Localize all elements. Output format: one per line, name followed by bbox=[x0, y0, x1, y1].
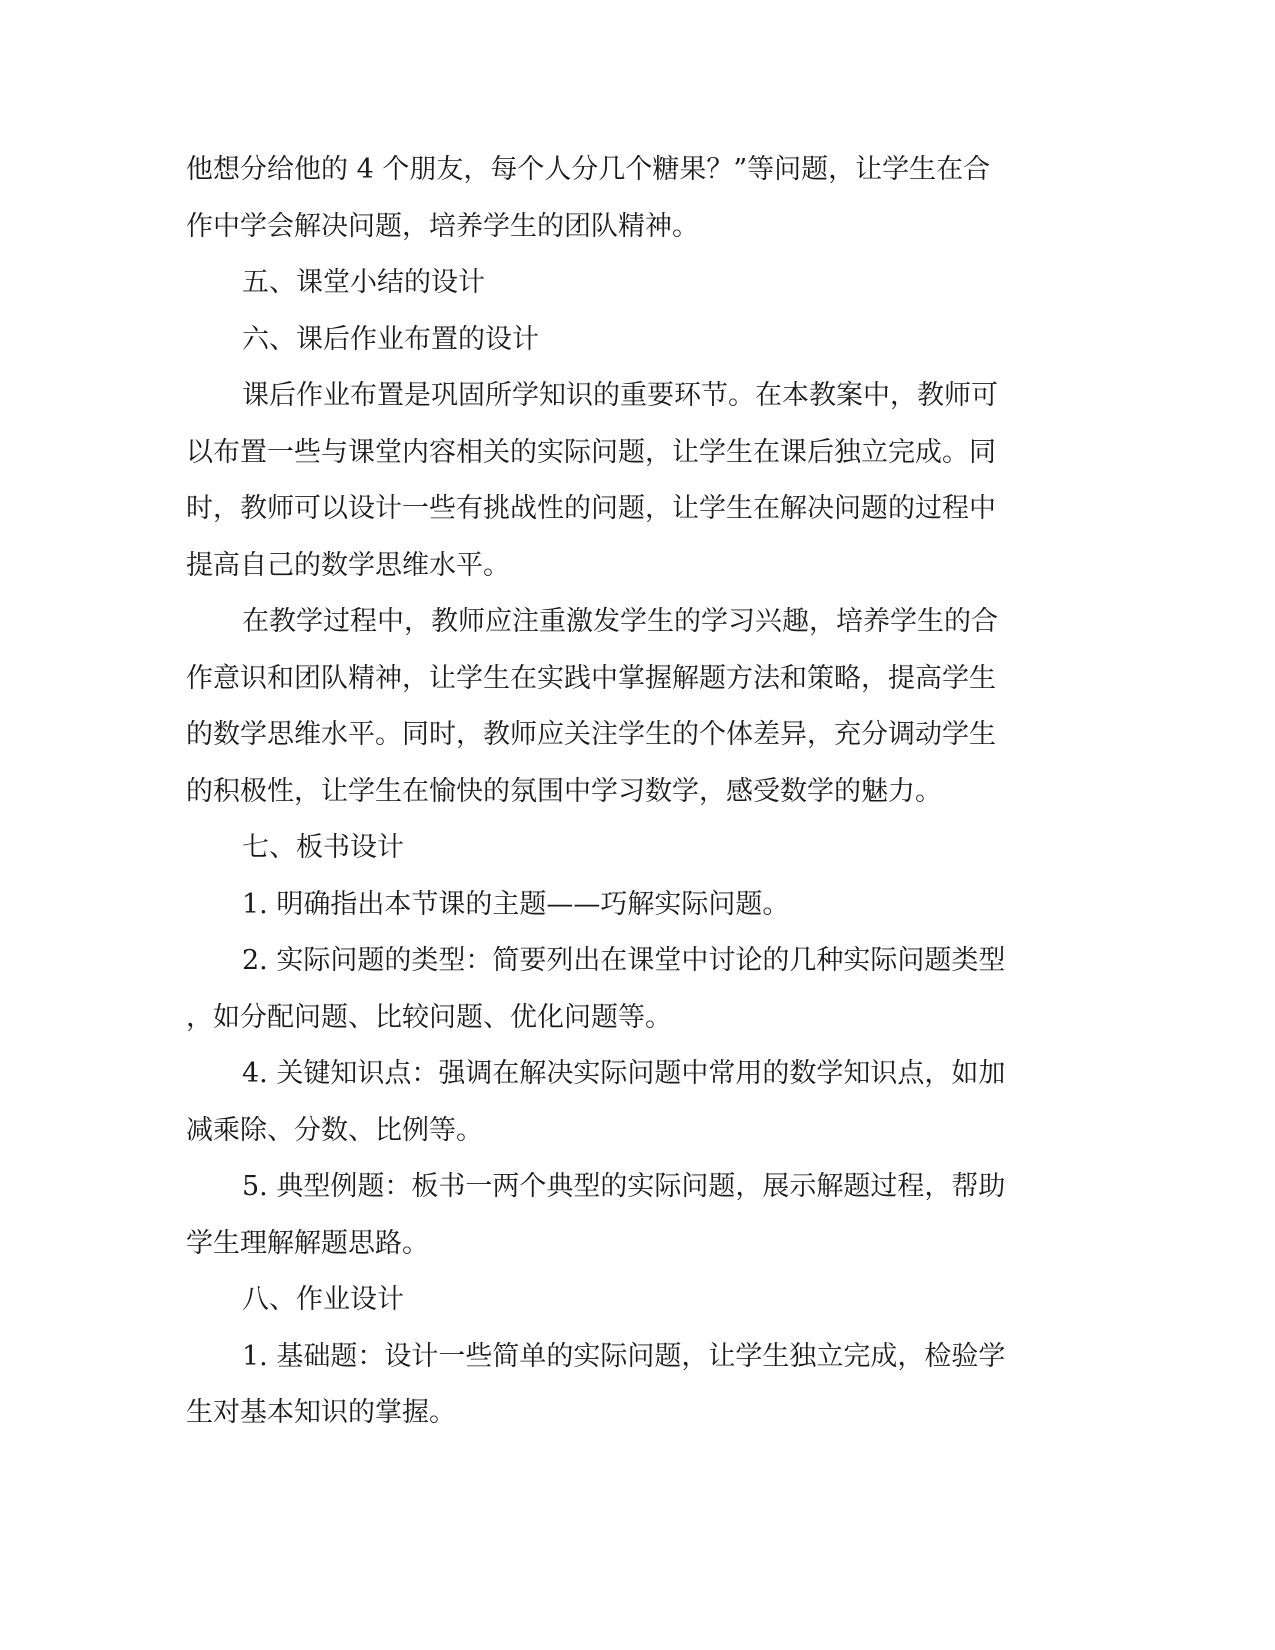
list-item: 1. 明确指出本节课的主题——巧解实际问题。 bbox=[242, 888, 790, 920]
section-heading: 七、板书设计 bbox=[242, 832, 404, 863]
text-line: 他想分给他的 4 个朋友，每个人分几个糖果？”等问题，让学生在合 bbox=[186, 154, 991, 185]
text-line: 在教学过程中，教师应注重激发学生的学习兴趣，培养学生的合 bbox=[242, 606, 998, 637]
text-line: 课后作业布置是巩固所学知识的重要环节。在本教案中，教师可 bbox=[242, 380, 998, 411]
text-line: 的积极性，让学生在愉快的氛围中学习数学，感受数学的魅力。 bbox=[186, 775, 942, 807]
text-line: 生对基本知识的掌握。 bbox=[186, 1397, 456, 1428]
section-heading: 五、课堂小结的设计 bbox=[242, 267, 485, 298]
text-line: 提高自己的数学思维水平。 bbox=[186, 549, 510, 581]
text-line: ，如分配问题、比较问题、优化问题等。 bbox=[186, 1001, 672, 1033]
document-body bbox=[186, 142, 1066, 1442]
list-item: 2. 实际问题的类型：简要列出在课堂中讨论的几种实际问题类型 bbox=[242, 945, 1006, 976]
section-heading: 六、课后作业布置的设计 bbox=[242, 323, 539, 355]
text-line: 作意识和团队精神，让学生在实践中掌握解题方法和策略，提高学生 bbox=[186, 662, 996, 694]
list-item: 4. 关键知识点：强调在解决实际问题中常用的数学知识点，如加 bbox=[242, 1058, 1006, 1089]
list-item: 1. 基础题：设计一些简单的实际问题，让学生独立完成，检验学 bbox=[242, 1340, 1006, 1372]
text-line: 减乘除、分数、比例等。 bbox=[186, 1114, 483, 1146]
text-line: 时，教师可以设计一些有挑战性的问题，让学生在解决问题的过程中 bbox=[186, 493, 996, 524]
text-line: 作中学会解决问题，培养学生的团队精神。 bbox=[186, 210, 699, 242]
section-heading: 八、作业设计 bbox=[242, 1284, 404, 1315]
text-line: 学生理解解题思路。 bbox=[186, 1227, 429, 1259]
text-line: 的数学思维水平。同时，教师应关注学生的个体差异，充分调动学生 bbox=[186, 719, 996, 750]
text-line: 以布置一些与课堂内容相关的实际问题，让学生在课后独立完成。同 bbox=[186, 436, 996, 468]
list-item: 5. 典型例题：板书一两个典型的实际问题，展示解题过程，帮助 bbox=[242, 1171, 1006, 1202]
